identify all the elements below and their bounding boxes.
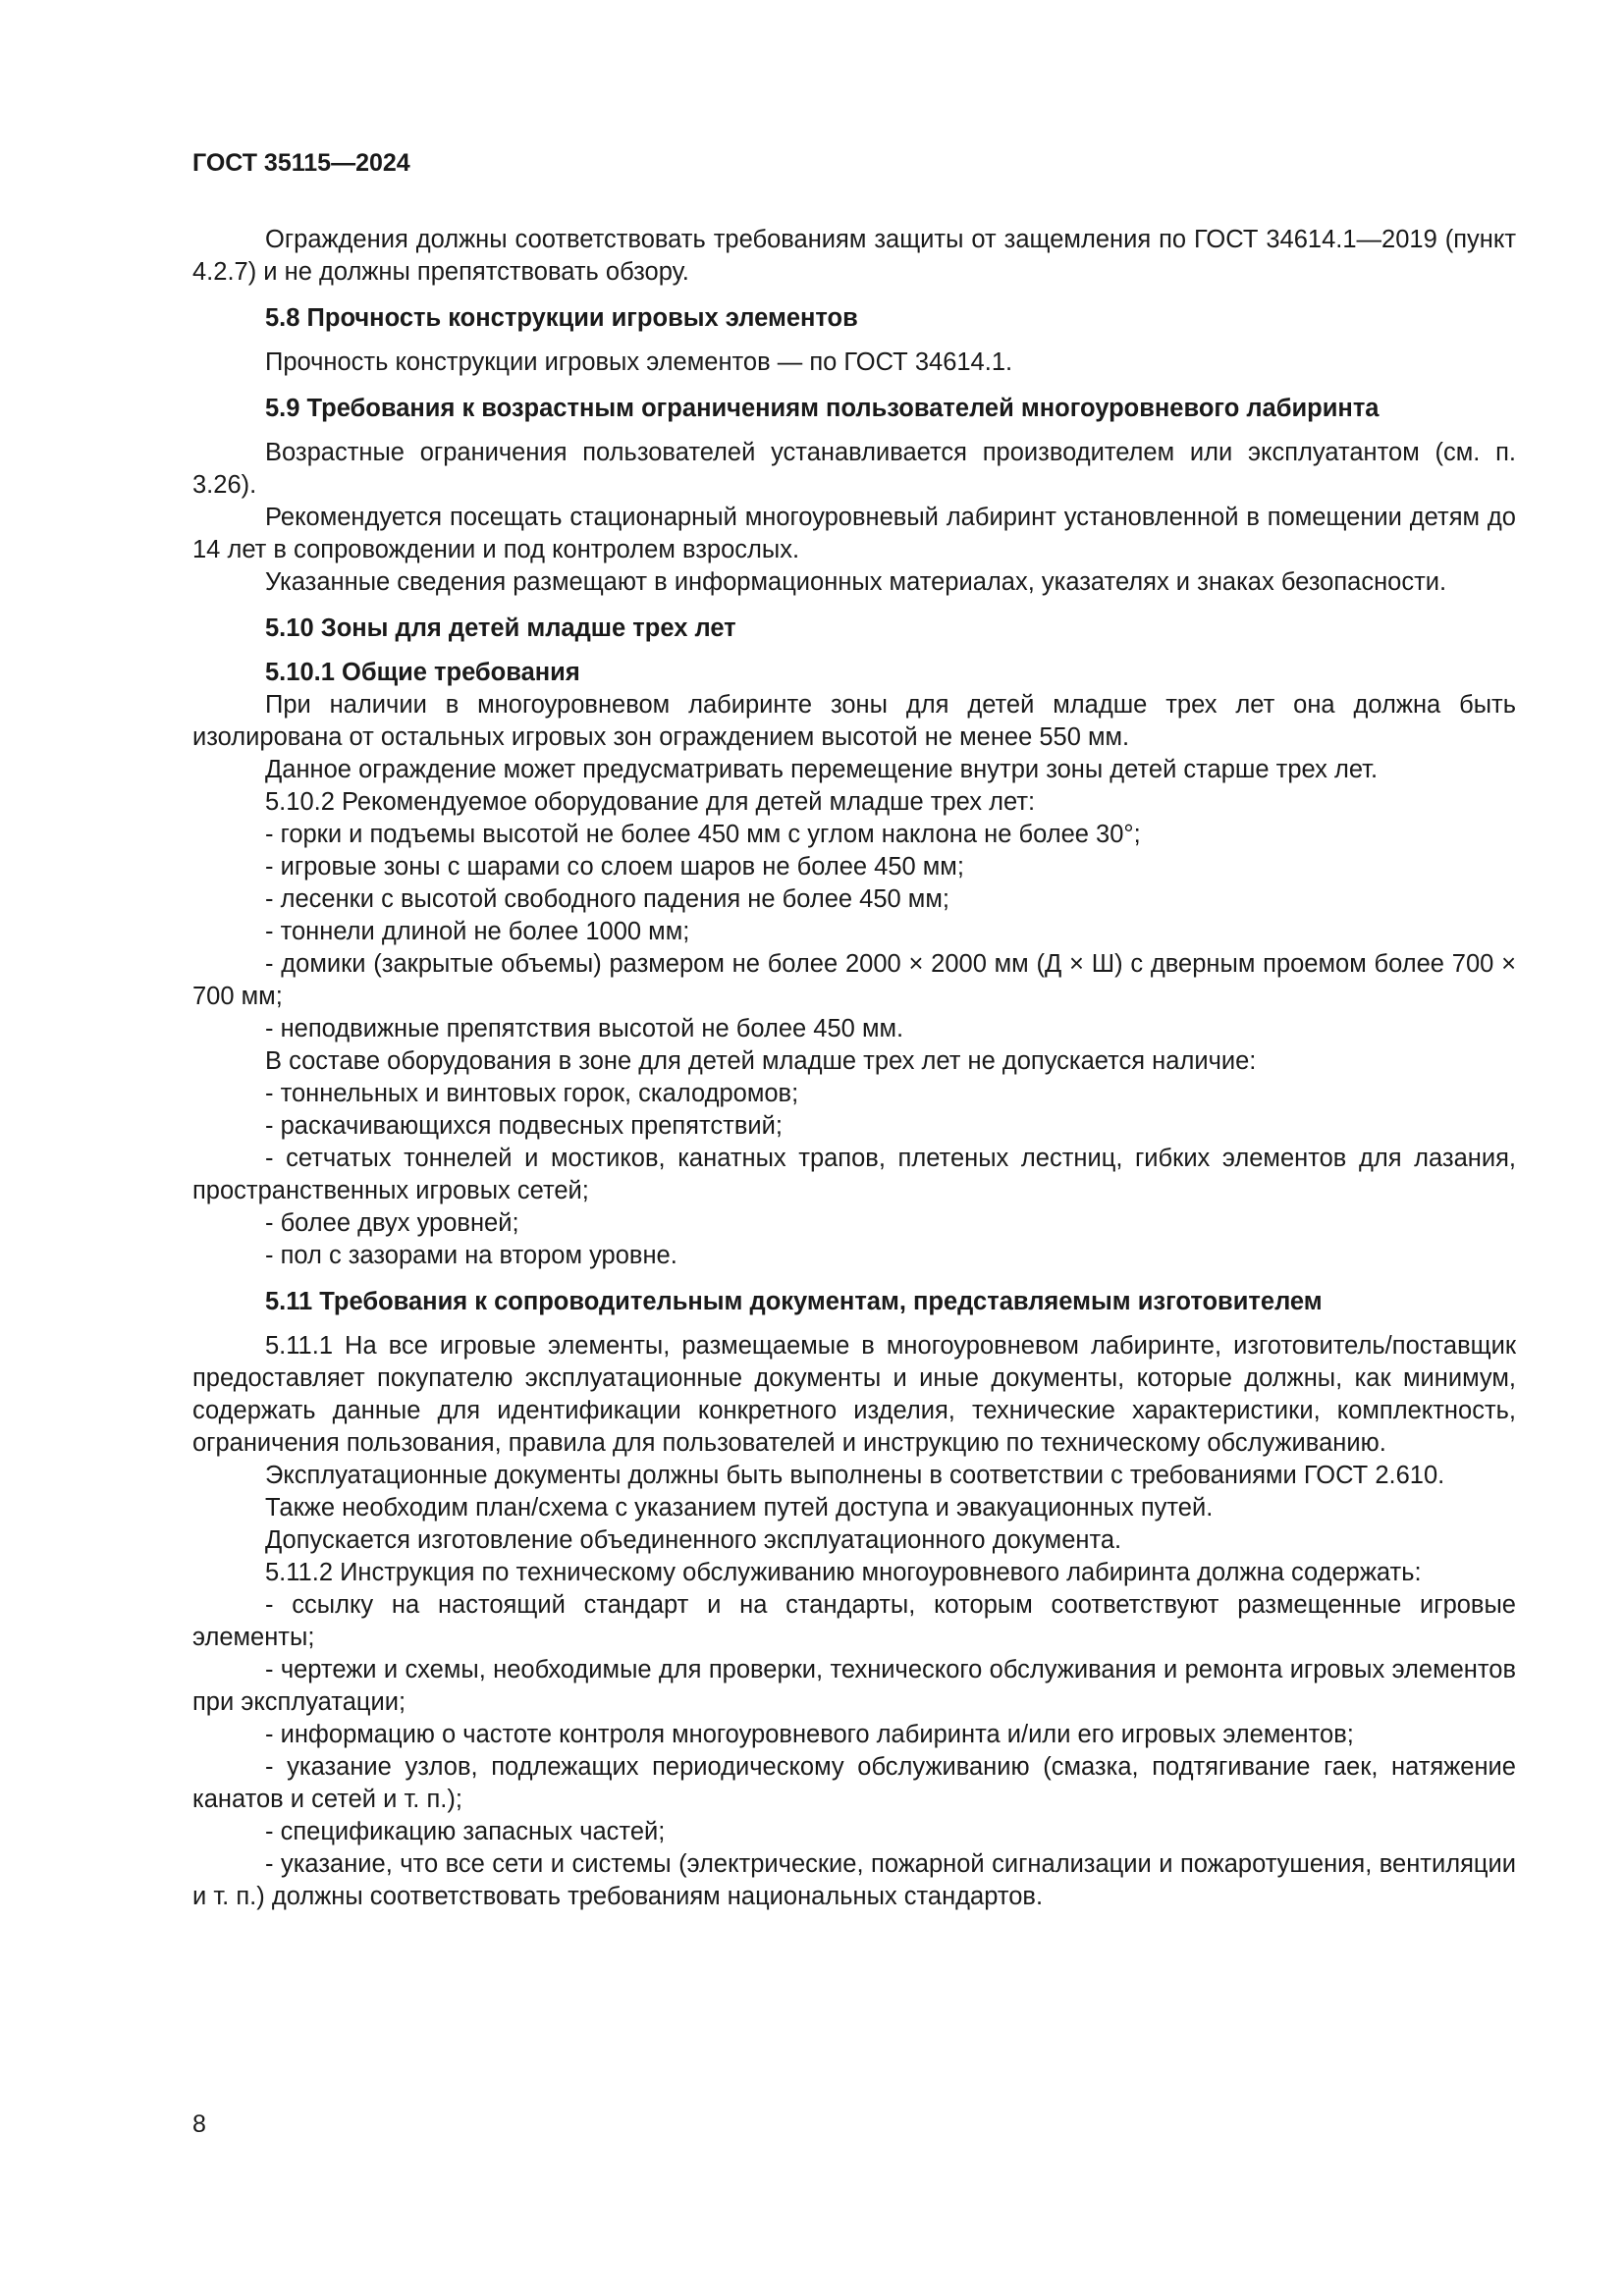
section-title-5-10-1: 5.10.1 Общие требования — [265, 659, 580, 686]
paragraph: Ограждения должны соответствовать требованиям защиты от защемления по ГОСТ 34614.1—2019 (пункт 4.2.7) и не должны препятствовать обзору. — [192, 226, 1516, 286]
list-item: - спецификацию запасных частей; — [265, 1818, 666, 1845]
paragraph: Эксплуатационные документы должны быть выполнены в соответствии с требованиями ГОСТ 2.610. — [265, 1462, 1445, 1489]
paragraph: 5.11.1 На все игровые элементы, размещаемые в многоуровневом лабиринте, изготовитель/поставщик предоставляет покупателю эксплуатационные документы и иные документы, которые должны, как минимум, содержать данные для идентификации конкретного изделия, технические характеристики, комплектность, ограничения пользования, правила для пользователей и инструкцию по техническому обслуживанию. — [192, 1332, 1516, 1457]
list-item: - указание узлов, подлежащих периодическому обслуживанию (смазка, подтягивание гаек, натяжение канатов и сетей и т. п.); — [192, 1753, 1516, 1813]
paragraph: Допускается изготовление объединенного эксплуатационного документа. — [265, 1526, 1122, 1554]
list-item: - тоннельных и винтовых горок, скалодромов; — [265, 1080, 799, 1107]
paragraph: Рекомендуется посещать стационарный многоуровневый лабиринт установленной в помещении детям до 14 лет в сопровождении и под контролем взрослых. — [192, 504, 1516, 563]
paragraph: 5.11.2 Инструкция по техническому обслуживанию многоуровневого лабиринта должна содержать: — [265, 1559, 1422, 1586]
list-item: - пол с зазорами на втором уровне. — [265, 1242, 677, 1269]
paragraph: Указанные сведения размещают в информационных материалах, указателях и знаках безопасности. — [265, 568, 1447, 596]
list-item: - игровые зоны с шарами со слоем шаров не более 450 мм; — [265, 853, 964, 881]
list-item: - раскачивающихся подвесных препятствий; — [265, 1112, 783, 1140]
paragraph: Возрастные ограничения пользователей устанавливается производителем или эксплуатантом (см. п. 3.26). — [192, 439, 1516, 499]
list-item: - лесенки с высотой свободного падения не более 450 мм; — [265, 885, 949, 913]
list-item: - более двух уровней; — [265, 1209, 519, 1237]
list-item: - домики (закрытые объемы) размером не более 2000 × 2000 мм (Д × Ш) с дверным проемом более 700 × 700 мм; — [192, 950, 1516, 1010]
paragraph: Данное ограждение может предусматривать перемещение внутри зоны детей старше трех лет. — [265, 756, 1379, 783]
section-title-5-8: 5.8 Прочность конструкции игровых элементов — [265, 304, 858, 332]
paragraph: Также необходим план/схема с указанием путей доступа и эвакуационных путей. — [265, 1494, 1214, 1522]
list-item: - информацию о частоте контроля многоуровневого лабиринта и/или его игровых элементов; — [265, 1721, 1354, 1748]
paragraph: В составе оборудования в зоне для детей младше трех лет не допускается наличие: — [265, 1047, 1257, 1075]
paragraph: 5.10.2 Рекомендуемое оборудование для детей младше трех лет: — [265, 788, 1036, 816]
list-item: - указание, что все сети и системы (электрические, пожарной сигнализации и пожаротушения, вентиляции и т. п.) должны соответствовать требованиям национальных стандартов. — [192, 1850, 1516, 1910]
list-item: - тоннели длиной не более 1000 мм; — [265, 918, 690, 945]
list-item: - ссылку на настоящий стандарт и на стандарты, которым соответствуют размещенные игровые элементы; — [192, 1591, 1516, 1651]
section-title-5-9: 5.9 Требования к возрастным ограничениям пользователей многоуровневого лабиринта — [265, 395, 1380, 422]
paragraph: Прочность конструкции игровых элементов — по ГОСТ 34614.1. — [265, 348, 1013, 376]
list-item: - горки и подъемы высотой не более 450 мм с углом наклона не более 30°; — [265, 821, 1141, 848]
list-item: - неподвижные препятствия высотой не более 450 мм. — [265, 1015, 904, 1042]
document-header: ГОСТ 35115—2024 — [192, 149, 410, 177]
section-title-5-11: 5.11 Требования к сопроводительным документам, представляемым изготовителем — [265, 1288, 1323, 1315]
paragraph: При наличии в многоуровневом лабиринте зоны для детей младше трех лет она должна быть изолирована от остальных игровых зон ограждением высотой не менее 550 мм. — [192, 691, 1516, 751]
document-body — [192, 224, 1516, 1913]
page-number: 8 — [192, 2110, 206, 2138]
list-item: - чертежи и схемы, необходимые для проверки, технического обслуживания и ремонта игровых элементов при эксплуатации; — [192, 1656, 1516, 1716]
section-title-5-10: 5.10 Зоны для детей младше трех лет — [265, 614, 736, 642]
list-item: - сетчатых тоннелей и мостиков, канатных трапов, плетеных лестниц, гибких элементов для лазания, пространственных игровых сетей; — [192, 1145, 1516, 1204]
